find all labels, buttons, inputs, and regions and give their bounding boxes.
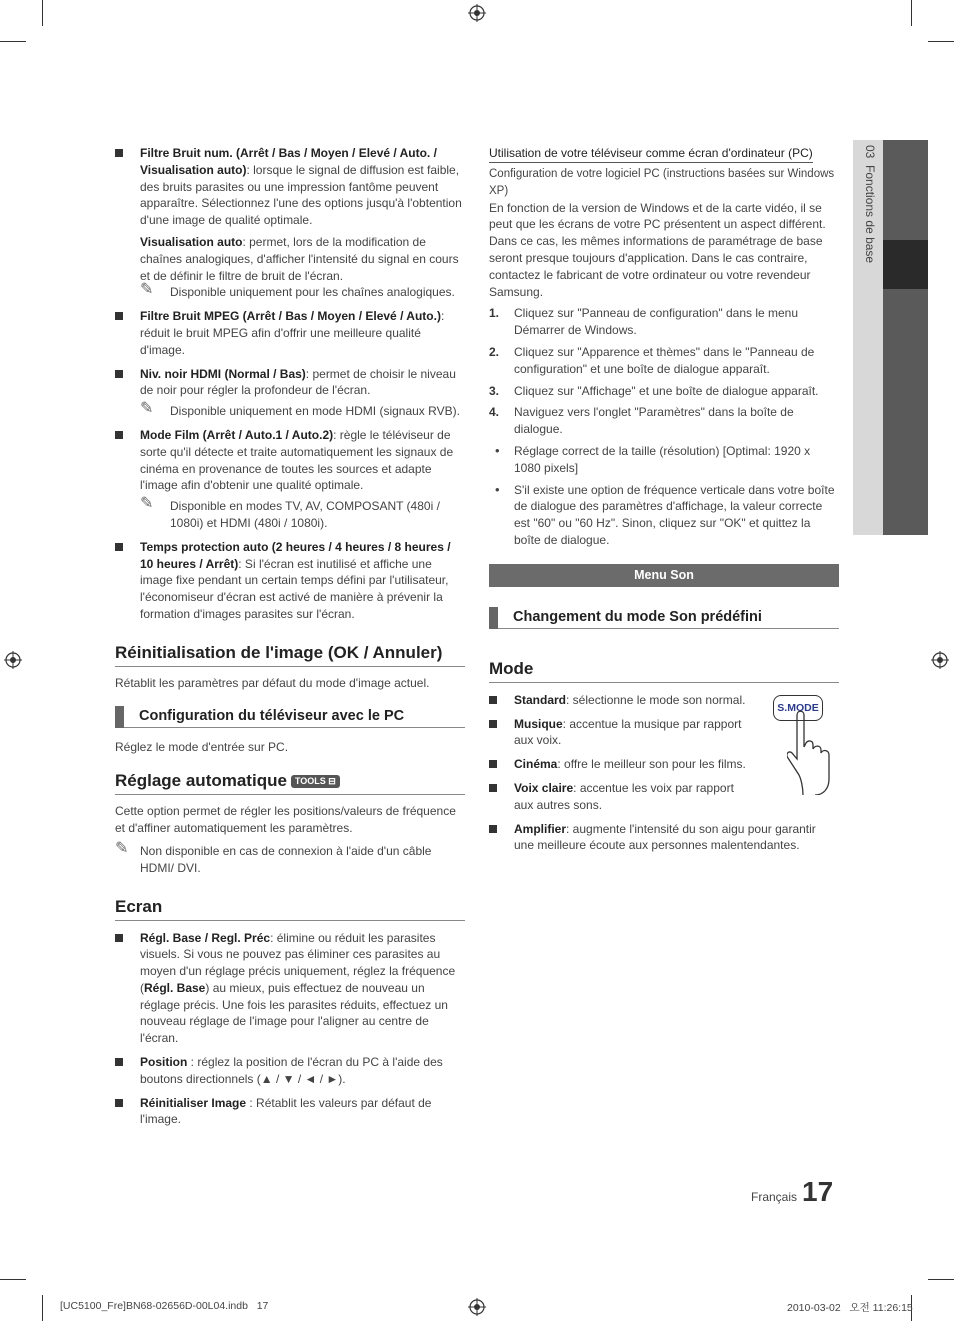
section-heading: [115, 771, 465, 795]
crop-mark: [42, 0, 43, 26]
side-tab-label: [857, 145, 879, 345]
section-title: Réglage automatique: [115, 771, 287, 791]
pc-subtitle: Configuration de votre logiciel PC (instructions basées sur Windows XP): [489, 168, 835, 197]
step-item: [489, 344, 839, 378]
section-text: Réglez le mode d'entrée sur PC.: [115, 739, 289, 754]
step-number: 3.: [489, 383, 500, 398]
subsection-heading: [489, 607, 839, 629]
section-text: Rétablit les paramètres par défaut du mode d'image actuel.: [115, 675, 430, 690]
subsection-title: Changement du mode Son prédéfini: [513, 608, 762, 625]
subsection-heading: [115, 706, 465, 728]
item-text: : Rétablit les valeurs par défaut de l'image.: [140, 1095, 432, 1127]
list-subitem: [115, 234, 465, 284]
dots-list: [489, 443, 839, 549]
note-text: Disponible en modes TV, AV, COMPOSANT (480i / 1080i) et HDMI (480i / 1080i).: [170, 499, 440, 530]
list-item: [115, 366, 465, 400]
item-title: Filtre Bruit num. (Arrêt / Bas / Moyen / Elevé / Auto. / Visualisation auto): [140, 146, 437, 177]
crop-mark: [42, 1295, 43, 1321]
subsection-title: Configuration du téléviseur avec le PC: [139, 707, 405, 724]
dot-item: • S'il existe une option de fréquence verticale dans votre boîte de dialogue des paramètres d'affichage, la valeur correcte est "60" ou "60 Hz". Sinon, cliquez sur "OK" et quittez la boîte de dialogue.: [495, 481, 835, 547]
mode-name: Cinéma: [514, 757, 558, 772]
item-title: Filtre Bruit MPEG (Arrêt / Bas / Moyen / Elevé / Auto.): [140, 309, 441, 324]
section-text: Cette option permet de régler les positions/valeurs de fréquence et d'affiner automatiquement les paramètres.: [115, 804, 456, 836]
step-item: [489, 404, 839, 438]
section-heading: Réinitialisation de l'image (OK / Annuler): [115, 643, 465, 667]
item-title: Position: [140, 1055, 188, 1070]
note-pencil-icon: ✎: [140, 400, 154, 418]
note-pencil-icon: ✎: [140, 281, 154, 299]
list-item: [115, 308, 465, 358]
crop-mark: [928, 1279, 954, 1280]
remote-hand: [773, 695, 839, 795]
pc-intro: En fonction de la version de Windows et de la carte vidéo, il se peut que les écrans de votre PC présentent un aspect différent. Dans ce cas, les mêmes informations de paramétrage de base seront presque toujours d'application. Dans le cas contraire, contactez le fabricant de votre ordinateur ou votre revendeur Samsung.: [489, 200, 826, 299]
page-number: 17: [802, 1176, 834, 1207]
item-title: Mode Film (Arrêt / Auto.1 / Auto.2): [140, 427, 334, 442]
note-text: Non disponible en cas de connexion à l'aide d'un câble HDMI/ DVI.: [140, 843, 432, 875]
mode-name: Musique: [514, 716, 563, 731]
note-pencil-icon: ✎: [140, 495, 154, 513]
menu-son-bar: Menu Son: [489, 564, 839, 587]
item-text: : lorsque le signal de diffusion est faible, des bruits parasites ou une impression fantôme peuvent apparaître. Sélectionnez l'une des options jusqu'à l'obtention d'une image de qualité optimale.: [140, 162, 462, 228]
list-item: [115, 539, 465, 623]
chapter-title: Fonctions de base: [863, 165, 877, 264]
side-tab-highlight: [883, 240, 928, 289]
note: [140, 281, 485, 301]
left-column: [115, 145, 465, 1128]
hand-icon: [787, 707, 839, 795]
list-item: [115, 1095, 465, 1129]
list-item: [115, 427, 465, 494]
mode-item: [489, 780, 749, 814]
footer-language: Français: [751, 1190, 798, 1204]
note-text: Disponible uniquement en mode HDMI (signaux RVB).: [170, 404, 460, 419]
steps-list: [489, 305, 839, 438]
section-heading: Mode: [489, 659, 839, 683]
mode-item: [489, 821, 839, 855]
item-title: Régl. Base / Regl. Préc: [140, 930, 271, 945]
list-item: [115, 145, 465, 229]
step-text: Cliquez sur "Panneau de configuration" dans le menu Démarrer de Windows.: [514, 306, 799, 338]
crop-mark: [0, 1279, 26, 1280]
item-title: Niv. noir HDMI (Normal / Bas): [140, 366, 306, 381]
mode-item: [489, 692, 749, 709]
item-text: ) au mieux, puis effectuez de nouveau un réglage précis. Une fois les parasites réduits, effectuez un nouveau réglage de l'image pour l'aligner au centre de l'écran.: [140, 980, 448, 1046]
tools-badge-icon: TOOLS ⊟: [291, 775, 340, 788]
note: [140, 495, 470, 532]
item-title: Visualisation auto: [140, 234, 243, 249]
step-number: 1.: [489, 306, 500, 321]
note: [140, 400, 485, 420]
mode-text: : sélectionne le mode son normal.: [566, 692, 746, 707]
crop-mark: [928, 41, 954, 42]
note-pencil-icon: ✎: [115, 839, 129, 857]
mode-name: Standard: [514, 692, 567, 707]
item-title: Temps protection auto (2 heures / 4 heures / 8 heures / 10 heures / Arrêt): [140, 539, 451, 571]
mode-item: [489, 756, 749, 773]
mode-text: : accentue les voix par rapport aux autres sons.: [514, 780, 734, 812]
mode-item: [489, 716, 749, 750]
section-heading: Ecran: [115, 897, 465, 921]
step-text: Naviguez vers l'onglet "Paramètres" dans la boîte de dialogue.: [514, 405, 794, 437]
registration-mark-icon: [468, 1298, 486, 1316]
step-number: 2.: [489, 344, 500, 359]
print-timestamp: 2010-03-02 오전 11:26:15: [787, 1302, 913, 1314]
mode-text: : accentue la musique par rapport aux voix.: [514, 716, 742, 748]
item-text: : réduit le bruit MPEG afin d'offrir une meilleure qualité d'image.: [140, 309, 445, 357]
crop-mark: [0, 41, 26, 42]
item-text: : permet, lors de la modification de chaînes analogiques, d'afficher l'intensité du signal en cours et de définir le filtre de bruit de l'écran.: [140, 234, 459, 283]
list-item: [115, 1054, 465, 1088]
step-item: [489, 305, 839, 339]
note-text: Disponible uniquement pour les chaînes analogiques.: [170, 285, 455, 300]
registration-mark-icon: [4, 651, 22, 669]
mode-text: : offre le meilleur son pour les films.: [557, 757, 746, 772]
dot-text: S'il existe une option de fréquence verticale dans votre boîte de dialogue des paramètres d'affichage, la valeur correcte est "60" ou "60 Hz". Sinon, cliquez sur "OK" et quittez la boîte de dialogue.: [514, 482, 835, 547]
mode-name: Amplifier: [514, 821, 567, 836]
registration-mark-icon: [931, 651, 949, 669]
pc-section-title: Utilisation de votre téléviseur comme écran d'ordinateur (PC): [489, 145, 813, 163]
mode-list: [489, 692, 839, 854]
list-item: [115, 930, 465, 1048]
mode-name: Voix claire: [514, 780, 574, 795]
step-text: Cliquez sur "Apparence et thèmes" dans le "Panneau de configuration" et une boîte de dialogue apparaît.: [514, 344, 815, 376]
print-file-info: [UC5100_Fre]BN68-02656D-00L04.indb 17: [60, 1300, 269, 1312]
item-text: : permet de choisir le niveau de noir pour régler la profondeur de l'écran.: [140, 366, 456, 398]
item-emphasis: Régl. Base: [144, 980, 206, 995]
step-item: [489, 383, 839, 400]
item-text: : règle le téléviseur de sorte qu'il détecte et traite automatiquement les signaux de cinéma en provenance de toutes les sources et adapte l'image afin d'obtenir une qualité optimale.: [140, 427, 454, 493]
right-column: [489, 145, 839, 854]
step-text: Cliquez sur "Affichage" et une boîte de dialogue apparaît.: [514, 383, 819, 398]
crop-mark: [911, 0, 912, 26]
chapter-number: 03: [863, 145, 877, 159]
mode-text: : augmente l'intensité du son aigu pour garantir une meilleure écoute aux personnes malentendantes.: [514, 821, 816, 853]
item-text: : réglez la position de l'écran du PC à l'aide des boutons directionnels (▲ / ▼ / ◄ / ►).: [140, 1055, 443, 1086]
item-text: : Si l'écran est inutilisé et affiche une image fixe pendant un certain temps défini par l'utilisateur, l'économiseur d'écran est activé de manière à prévenir la formation d'images parasites sur l'écran.: [140, 556, 449, 621]
side-tab-dark: [883, 140, 928, 535]
dot-text: Réglage correct de la taille (résolution) [Optimal: 1920 x 1080 pixels]: [514, 443, 811, 475]
dot-item: • Réglage correct de la taille (résolution) [Optimal: 1920 x 1080 pixels]: [495, 442, 811, 475]
note: [115, 839, 465, 877]
step-number: 4.: [489, 405, 500, 420]
smode-button: S.MODE: [773, 695, 823, 721]
item-text: : élimine ou réduit les parasites visuels. Si vous ne pouvez pas éliminer ces parasites au moyen d'un réglage précis uniquement, réglez la fréquence (: [140, 930, 456, 995]
registration-mark-icon: [468, 4, 486, 22]
item-title: Réinitialiser Image: [140, 1095, 247, 1110]
